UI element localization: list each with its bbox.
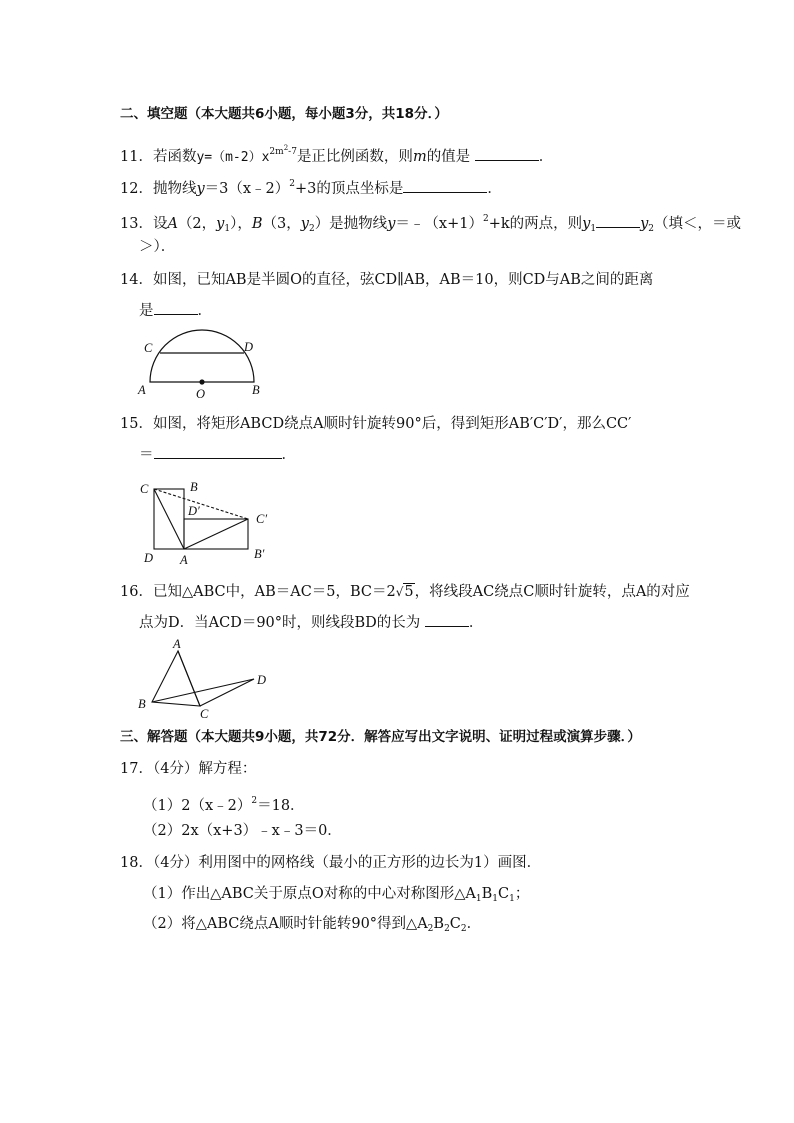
triangle-abc [152,651,200,706]
label-b: B [190,480,198,494]
label-o: O [196,387,206,401]
segment-cd [200,679,254,706]
label-a: A [173,637,181,651]
q15-text: 如图，将矩形ABCD绕点A顺时针旋转90°后，得到矩形AB′C′D′，那么CC′ [152,416,632,432]
segment-ac [178,651,200,706]
q16-triangle-figure [136,636,276,722]
label-a: A [138,383,146,397]
q16-answer-blank [425,612,469,627]
question-16: 16．已知△ABC中，AB＝AC＝5，BC＝2√5，将线段AC绕点C顺时针旋转，点A的对应 [120,584,690,600]
question-12: 12．抛物线y＝3（x﹣2）$^2$+3的顶点坐标是 ． [120,179,502,197]
label-a: A [180,553,188,567]
q11-function: y=（m-2）x [196,150,270,165]
label-c: C [200,707,209,721]
label-b-prime: B′ [254,547,265,561]
question-17-part-2: （2）2x（x+3）﹣x﹣3＝0． [143,823,342,839]
label-d: D [244,340,254,354]
q12-text-a: 抛物线 [152,181,197,197]
segment-bd [152,679,254,702]
q11-exponent: 2m2-7 [269,144,297,157]
segment-ac-prime [184,519,248,549]
q13-number: 13． [120,216,153,232]
label-d: D [257,673,267,687]
q12-number: 12． [120,181,153,197]
question-18-part-2: （2）将△ABC绕点A顺时针能转90°得到$\triangle A_2B_2C_2$． [143,916,482,934]
question-17 [120,759,256,779]
q12-equation: ＝3（x﹣2） [204,181,290,197]
question-15 [120,414,631,434]
question-18 [120,853,541,873]
question-18-part-1: （1）作出△ABC关于原点O对称的中心对称图形$\triangle A_1B_1C_1$； [143,886,530,904]
q16-number: 16． [120,584,153,600]
q15-number: 15． [120,416,153,432]
question-13-cont: ＞）． [139,239,176,255]
q14-text: 如图，已知AB是半圆O的直径，弦CD∥AB，AB＝10，则CD与AB之间的距离 [152,272,654,288]
label-c: C [140,482,149,496]
q14-semicircle-figure [136,328,266,400]
q14-answer-blank [154,300,198,315]
q11-text-d: 的值是 [426,149,471,165]
label-c: C [144,341,153,355]
q15-answer-blank [154,444,282,459]
label-b: B [252,383,260,397]
label-d-prime: D′ [188,504,200,518]
q17-text: （4分）解方程： [152,761,257,777]
q17-number: 17． [120,761,153,777]
q13-answer-blank [596,213,640,228]
q11-text-a: 若函数 [152,149,197,165]
segment-ca [154,489,184,549]
segment-cc-prime-dashed [154,489,248,519]
question-16-cont: 点为D．当ACD＝90°时，则线段BD的长为 ． [139,612,483,633]
section-2-title: 二、填空题（本大题共6小题，每小题3分，共18分．） [120,106,448,122]
q14-number: 14． [120,272,153,288]
question-15-cont: ＝ ． [139,444,296,465]
label-d: D [144,551,154,565]
q16-sqrt-value: 5 [404,584,414,600]
q12-text-c: +3的顶点坐标是 [295,181,404,197]
question-14 [120,270,653,290]
question-17-part-1: （1）2（x﹣2）$^2$＝18． [143,796,305,814]
q11-number: 11． [120,149,153,165]
section-3-title: 三、解答题（本大题共9小题，共72分．解答应写出文字说明、证明过程或演算步骤．） [120,729,641,745]
question-14-cont: 是 ． [139,300,212,321]
q11-text-c: 是正比例函数，则 [296,149,413,165]
question-13: 13．设A（2，$y_1$），B（3，$y_2$）是抛物线$y=﹣(x+1)^2+k$的两点，则$y_1$ $y_2$（填＜，＝或 [120,214,741,234]
q11-var-m: m [412,149,427,165]
q18-text: （4分）利用图中的网格线（最小的正方形的边长为1）画图． [152,855,542,871]
q12-answer-blank [403,178,487,193]
q15-rectangle-figure [136,478,276,570]
q11-answer-blank [475,146,539,161]
q18-number: 18． [120,855,153,871]
question-11: 11．若函数$y=(m-2)x^{2m^2-7}$是正比例函数，则m的值是 ． [120,144,554,165]
label-c-prime: C′ [256,512,268,526]
label-b: B [138,697,146,711]
semicircle-arc [150,330,254,382]
center-point-o [199,379,204,384]
